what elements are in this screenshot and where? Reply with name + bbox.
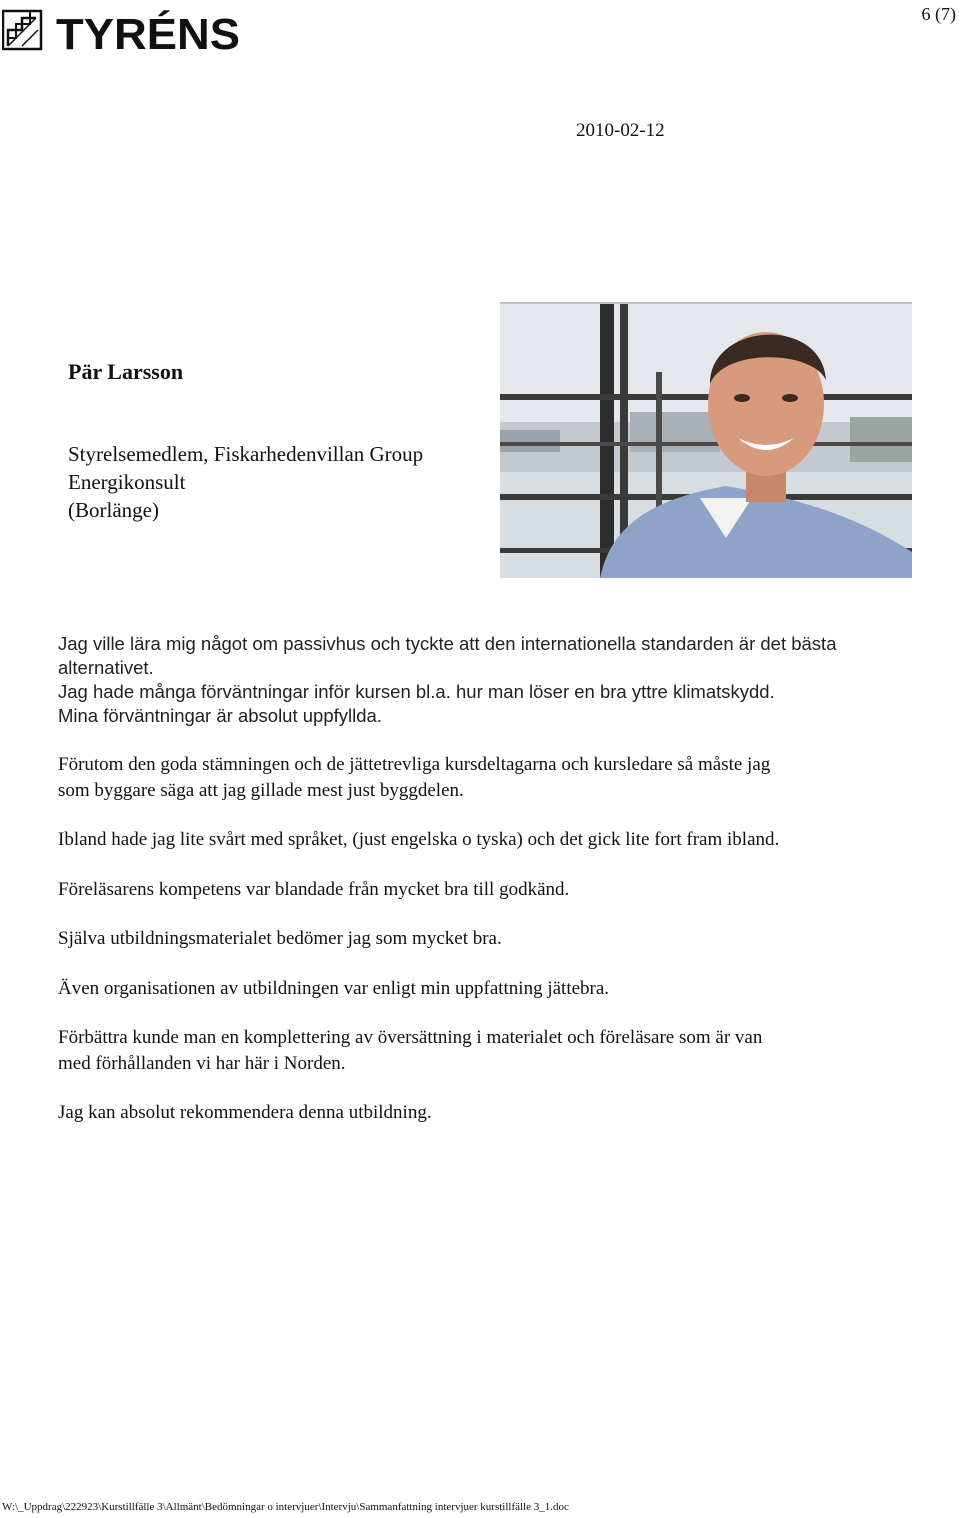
text-line: Förbättra kunde man en komplettering av översättning i materialet och föreläsare som är van — [58, 1027, 763, 1048]
person-name: Pär Larsson — [68, 359, 184, 384]
paragraph-1 — [58, 632, 908, 728]
paragraph-5 — [58, 926, 908, 952]
text-line: Själva utbildningsmaterialet bedömer jag som mycket bra. — [58, 928, 502, 949]
text-line: Förutom den goda stämningen och de jättetrevliga kursdeltagarna och kursledare så måste jag — [58, 754, 771, 775]
interview-text — [58, 632, 908, 1126]
text-line: Jag kan absolut rekommendera denna utbildning. — [58, 1102, 432, 1123]
paragraph-6 — [58, 976, 908, 1002]
person-role — [68, 440, 423, 524]
logo-wordmark: TYRÉNS — [56, 10, 235, 54]
role-line: (Borlänge) — [68, 498, 159, 522]
role-line: Energikonsult — [68, 470, 186, 494]
page-number: 6 (7) — [921, 4, 956, 24]
file-path-footer: W:\_Uppdrag\222923\Kurstillfälle 3\Allmänt\Bedömningar o intervjuer\Intervju\Sammanfattning intervjuer kurstillfälle 3_1.doc — [2, 1501, 569, 1513]
paragraph-7 — [58, 1025, 908, 1076]
text-line: som byggare säga att jag gillade mest just byggdelen. — [58, 779, 464, 801]
logo-mark-icon — [2, 8, 242, 54]
paragraph-8 — [58, 1100, 908, 1126]
portrait-photo — [500, 302, 912, 578]
document-date: 2010-02-12 — [576, 120, 665, 141]
text-line: Mina förväntningar är absolut uppfyllda. — [58, 705, 382, 726]
text-line: Jag ville lära mig något om passivhus och tyckte att den internationella standarden är det bästa — [58, 633, 837, 654]
text-line: Jag hade många förväntningar inför kursen bl.a. hur man löser en bra yttre klimatskydd. — [58, 681, 775, 702]
text-line: alternativet. — [58, 657, 154, 678]
role-line: Styrelsemedlem, Fiskarhedenvillan Group — [68, 442, 424, 466]
tyrens-logo — [2, 8, 242, 54]
text-line: Föreläsarens kompetens var blandade från mycket bra till godkänd. — [58, 878, 570, 900]
paragraph-2 — [58, 752, 908, 803]
text-line: Ibland hade jag lite svårt med språket, (just engelska o tyska) och det gick lite fort fram ibland. — [58, 829, 780, 850]
paragraph-4 — [58, 877, 908, 903]
paragraph-3 — [58, 827, 908, 853]
text-line: Även organisationen av utbildningen var enligt min uppfattning jättebra. — [58, 977, 610, 999]
text-line: med förhållanden vi har här i Norden. — [58, 1052, 346, 1074]
